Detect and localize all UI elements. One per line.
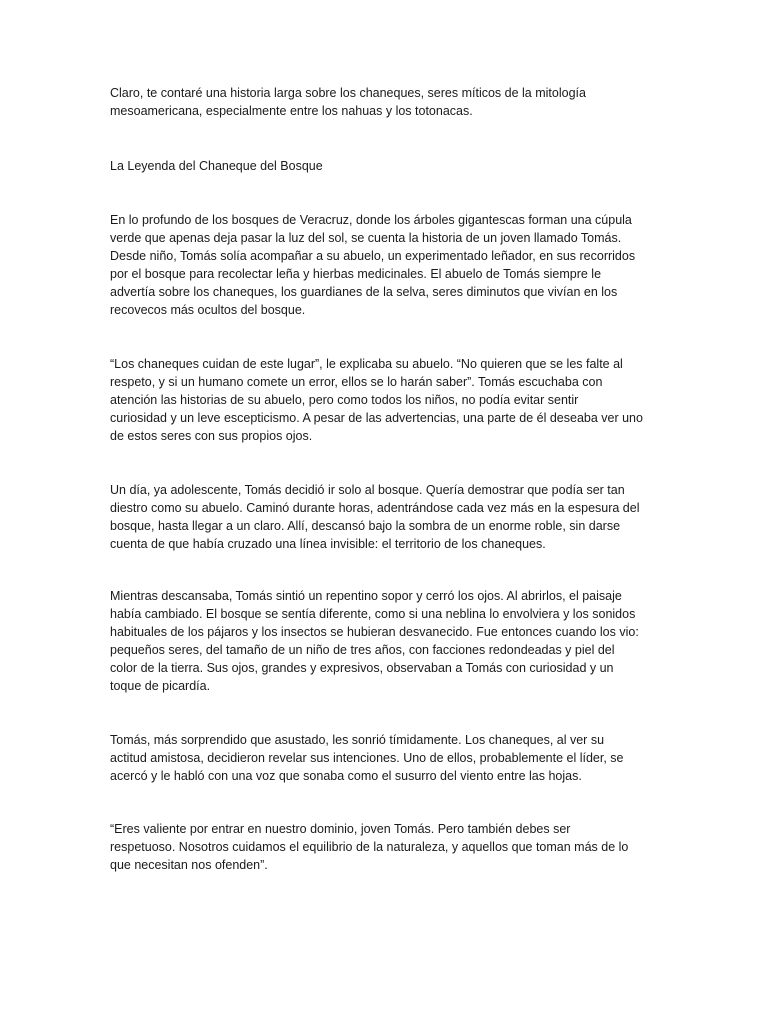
text-line: había cambiado. El bosque se sentía diferente, como si una neblina lo envolviera y los sonidos [110, 607, 636, 621]
paragraph-5 [110, 731, 662, 785]
text-line: actitud amistosa, decidieron revelar sus intenciones. Uno de ellos, probablemente el líder, se [110, 751, 624, 765]
paragraph-4 [110, 587, 662, 695]
text-line: recovecos más ocultos del bosque. [110, 303, 306, 317]
title-text: La Leyenda del Chaneque del Bosque [110, 159, 323, 173]
text-line: respeto, y si un humano comete un error, ellos se lo harán saber”. Tomás escuchaba con [110, 375, 603, 389]
text-line: Tomás, más sorprendido que asustado, les sonrió tímidamente. Los chaneques, al ver su [110, 733, 605, 747]
text-line: de estos seres con sus propios ojos. [110, 429, 313, 443]
intro-paragraph [110, 84, 662, 120]
text-line: color de la tierra. Sus ojos, grandes y expresivos, observaban a Tomás con curiosidad y un [110, 661, 614, 675]
text-line: Claro, te contaré una historia larga sobre los chaneques, seres míticos de la mitología [110, 86, 586, 100]
paragraph-3 [110, 481, 662, 553]
text-line: habituales de los pájaros y los insectos se hubieran desvanecido. Fue entonces cuando los vio: [110, 625, 639, 639]
text-line: advertía sobre los chaneques, los guardianes de la selva, seres diminutos que vivían en los [110, 285, 618, 299]
paragraph-1 [110, 211, 662, 319]
text-line: diestro como su abuelo. Caminó durante horas, adentrándose cada vez más en la espesura del [110, 501, 640, 515]
text-line: curiosidad y un leve escepticismo. A pesar de las advertencias, una parte de él deseaba ver uno [110, 411, 643, 425]
text-line: Desde niño, Tomás solía acompañar a su abuelo, un experimentado leñador, en sus recorridos [110, 249, 636, 263]
text-line: mesoamericana, especialmente entre los nahuas y los totonacas. [110, 104, 473, 118]
text-line: verde que apenas deja pasar la luz del sol, se cuenta la historia de un joven llamado Tomás. [110, 231, 622, 245]
document-title [110, 157, 662, 175]
text-line: “Eres valiente por entrar en nuestro dominio, joven Tomás. Pero también debes ser [110, 822, 571, 836]
text-line: respetuoso. Nosotros cuidamos el equilibrio de la naturaleza, y aquellos que toman más de lo [110, 840, 629, 854]
text-line: toque de picardía. [110, 679, 211, 693]
text-line: En lo profundo de los bosques de Veracruz, donde los árboles gigantescas forman una cúpula [110, 213, 632, 227]
text-line: pequeños seres, del tamaño de un niño de tres años, con facciones redondeadas y piel del [110, 643, 615, 657]
text-line: atención las historias de su abuelo, pero como todos los niños, no podía evitar sentir [110, 393, 579, 407]
text-line: cuenta de que había cruzado una línea invisible: el territorio de los chaneques. [110, 537, 546, 551]
paragraph-6 [110, 820, 662, 874]
text-line: que necesitan nos ofenden”. [110, 858, 268, 872]
text-line: por el bosque para recolectar leña y hierbas medicinales. El abuelo de Tomás siempre le [110, 267, 602, 281]
text-line: acercó y le habló con una voz que sonaba como el susurro del viento entre las hojas. [110, 769, 582, 783]
paragraph-2 [110, 355, 662, 445]
text-line: Mientras descansaba, Tomás sintió un repentino sopor y cerró los ojos. Al abrirlos, el paisaje [110, 589, 622, 603]
text-line: bosque, hasta llegar a un claro. Allí, descansó bajo la sombra de un enorme roble, sin darse [110, 519, 621, 533]
text-line: “Los chaneques cuidan de este lugar”, le explicaba su abuelo. “No quieren que se les falte al [110, 357, 623, 371]
text-line: Un día, ya adolescente, Tomás decidió ir solo al bosque. Quería demostrar que podía ser tan [110, 483, 625, 497]
